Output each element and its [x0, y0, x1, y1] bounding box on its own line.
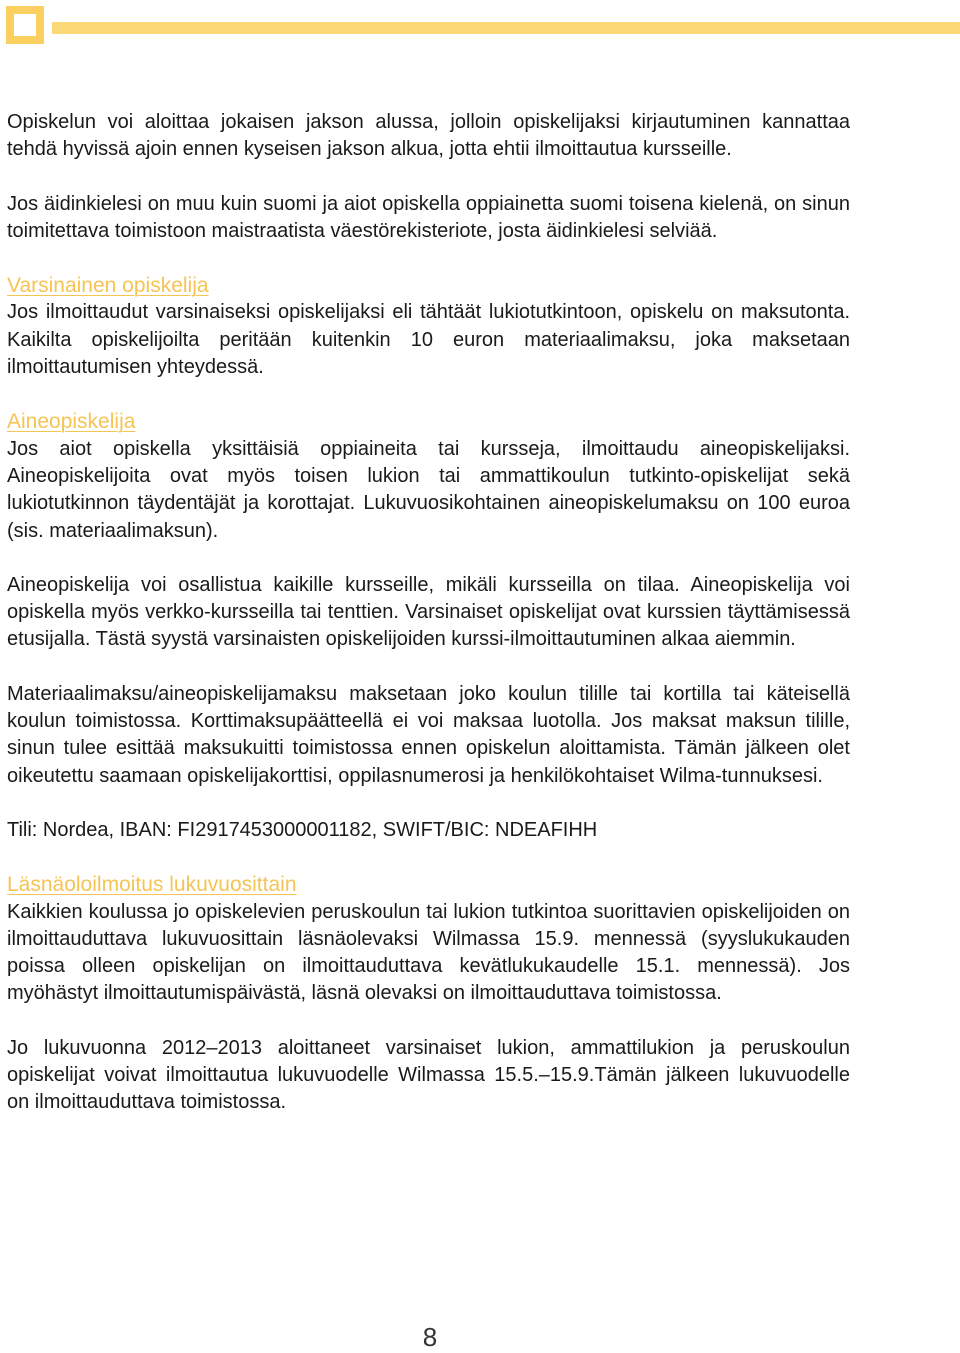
aineopiskelija-paragraph-3: Materiaalimaksu/aineopiskelijamaksu maksetaan joko koulun tilille tai kortilla tai käteisellä koulun toimistossa. Korttimaksupäätteellä ei voi maksaa luotolla. Jos maksat maksun tilille, sinun tulee esittää maksukuitti toimistossa ennen opiskelun aloittamista. Tämän jälkeen olet oikeutettu saamaan opiskelijakorttisi, oppilasnumerosi ja henkilökohtaiset Wilma-tunnuksesi.	[7, 682, 850, 787]
varsinainen-paragraph-1: Jos ilmoittaudut varsinaiseksi opiskelijaksi eli tähtäät lukiotutkintoon, opiskelu on maksutonta. Kaikilta opiskelijoilta peritään kuitenkin 10 euron materiaalimaksu, joka maksetaan ilmoittautumisen yhteydessä.	[7, 301, 850, 379]
heading-aineopiskelija[interactable]: Aineopiskelija	[7, 410, 136, 434]
aineopiskelija-paragraph-1: Jos aiot opiskella yksittäisiä oppiaineita tai kursseja, ilmoittaudu aineopiskelijaksi. Aineopiskelijoita ovat myös toisen lukion tai ammattikoulun tutkinto-opiskelijat sekä lukiotutkinnon täydentäjät ja korottajat. Lukuvuosikohtainen aineopiskelumaksu on 100 euroa (sis. materiaalimaksun).	[7, 437, 850, 542]
page-content	[7, 109, 850, 1144]
lasnaolo-paragraph-2: Jo lukuvuonna 2012–2013 aloittaneet varsinaiset lukion, ammattilukion ja peruskoulun opiskelijat voivat ilmoittautua lukuvuodelle Wilmassa 15.5.–15.9.Tämän jälkeen lukuvuodelle on ilmoittauduttava toimistossa.	[7, 1036, 850, 1114]
corner-square-decoration	[6, 6, 44, 44]
intro-paragraph-2: Jos äidinkielesi on muu kuin suomi ja aiot opiskella oppiainetta suomi toisena kielenä, on sinun toimitettava toimistoon maistraatista väestörekisteriote, josta äidinkielesi selviää.	[7, 192, 850, 242]
top-accent-rule	[52, 22, 960, 34]
heading-lasnaoloilmoitus[interactable]: Läsnäoloilmoitus lukuvuosittain	[7, 873, 297, 897]
intro-paragraph-1: Opiskelun voi aloittaa jokaisen jakson alussa, jolloin opiskelijaksi kirjautuminen kannattaa tehdä hyvissä ajoin ennen kyseisen jakson alkua, jotta ehtii ilmoittautua kursseille.	[7, 111, 850, 161]
aineopiskelija-paragraph-2: Aineopiskelija voi osallistua kaikille kursseille, mikäli kursseilla on tilaa. Aineopiskelija voi opiskella myös verkko-kursseilla tai tenttien. Varsinaiset opiskelijat ovat kurssien täyttämisessä etusijalla. Tästä syystä varsinaisten opiskelijoiden kurssi-ilmoittautuminen alkaa aiemmin.	[7, 573, 850, 651]
section-aineopiskelija	[7, 408, 850, 844]
section-lasnaoloilmoitus	[7, 871, 850, 1116]
section-varsinainen	[7, 272, 850, 381]
bank-account-info: Tili: Nordea, IBAN: FI2917453000001182, SWIFT/BIC: NDEAFIHH	[7, 818, 598, 841]
lasnaolo-paragraph-1: Kaikkien koulussa jo opiskelevien peruskoulun tai lukion tutkintoa suorittavien opiskelijoiden on ilmoittauduttava lukuvuosittain läsnäolevaksi Wilmassa 15.9. mennessä (syyslukukauden poissa olleen opiskelijan on ilmoittauduttava kevätlukukaudelle 15.1. mennessä). Jos myöhästyt ilmoittautumispäivästä, läsnä olevaksi on ilmoittauduttava toimistossa.	[7, 900, 850, 1005]
heading-varsinainen-opiskelija[interactable]: Varsinainen opiskelija	[7, 274, 209, 298]
page-number: 8	[422, 1322, 438, 1352]
